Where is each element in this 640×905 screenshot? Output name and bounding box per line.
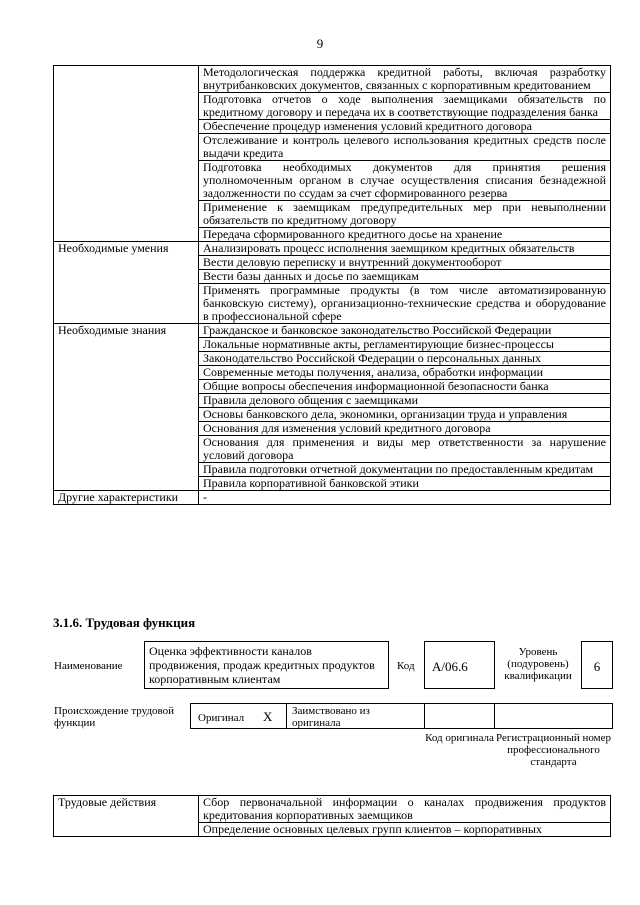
row-item: - (199, 491, 611, 505)
original-label: Оригинал (198, 712, 245, 724)
row-item: Основы банковского дела, экономики, организации труда и управления (199, 408, 611, 422)
level-box (581, 641, 613, 689)
borrowed-box (286, 703, 425, 729)
row-item: Применение к заемщикам предупредительных мер при невыполнении обязательств по кредитному договору (199, 201, 611, 228)
row-item: Современные методы получения, анализа, обработки информации (199, 366, 611, 380)
row-item: Отслеживание и контроль целевого использования кредитных средств после выдачи кредита (199, 134, 611, 161)
original-mark: X (263, 709, 273, 724)
actions-label: Трудовые действия (54, 796, 199, 837)
origin-code-box (424, 703, 495, 729)
row-item: Общие вопросы обеспечения информационной безопасности банка (199, 380, 611, 394)
reg-caption: Регистрационный номер профессионального стандарта (495, 732, 612, 768)
level-label: Уровень (подуровень) квалификации (504, 646, 572, 682)
origin-label: Происхождение трудовой функции (54, 705, 175, 729)
row-item: Правила подготовки отчетной документации по предоставленным кредитам (199, 463, 611, 477)
section-title: 3.1.6. Трудовая функция (53, 615, 196, 630)
action-item: Сбор первоначальной информации о каналах продвижения продуктов кредитования корпоративных заемщиков (199, 796, 611, 823)
table-row (54, 66, 611, 93)
function-name: Оценка эффективности каналов продвижения, продаж кредитных продуктов корпоративным клиентам (149, 644, 375, 686)
level-value: 6 (593, 659, 601, 674)
name-box (144, 641, 389, 689)
row-label: Другие характеристики (54, 491, 199, 505)
row-label: Необходимые умения (54, 242, 199, 324)
row-item: Основания для изменения условий кредитного договора (199, 422, 611, 436)
row-item: Гражданское и банковское законодательство Российской Федерации (199, 324, 611, 338)
row-item: Обеспечение процедур изменения условий кредитного договора (199, 120, 611, 134)
code-label: Код (397, 660, 415, 672)
action-item: Определение основных целевых групп клиентов – корпоративных (199, 823, 611, 837)
row-item: Основания для применения и виды мер ответственности за нарушение условий договора (199, 436, 611, 463)
row-item: Применять программные продукты (в том числе автоматизированную банковскую систему), организационно-технические средства и оборудование в профессиональной сфере (199, 284, 611, 324)
row-item: Правила делового общения с заемщиками (199, 394, 611, 408)
code-box (424, 641, 495, 689)
row-item: Законодательство Российской Федерации о персональных данных (199, 352, 611, 366)
page-number: 9 (316, 36, 324, 51)
original-box (190, 703, 287, 729)
code-caption: Код оригинала (425, 732, 494, 744)
row-item: Вести базы данных и досье по заемщикам (199, 270, 611, 284)
name-label: Наименование (54, 660, 123, 672)
row-item: Локальные нормативные акты, регламентирующие бизнес-процессы (199, 338, 611, 352)
row-item: Подготовка необходимых документов для принятия решения уполномоченным органом в случае осуществления списания безнадежной задолженности по ссудам за счет сформированного резерва (199, 161, 611, 201)
origin-reg-box (494, 703, 613, 729)
row-item: Передача сформированного кредитного досье на хранение (199, 228, 611, 242)
row-item: Вести деловую переписку и внутренний документооборот (199, 256, 611, 270)
table-row (54, 324, 611, 338)
borrowed-label: Заимствовано из оригинала (292, 705, 370, 729)
competency-table (53, 65, 611, 505)
table-row (54, 242, 611, 256)
row-item: Методологическая поддержка кредитной работы, включая разработку внутрибанковских документов, связанных с корпоративным кредитованием (199, 66, 611, 93)
labor-actions-table (53, 795, 611, 837)
table-row (54, 491, 611, 505)
row-item: Анализировать процесс исполнения заемщиком кредитных обязательств (199, 242, 611, 256)
row-label: Необходимые знания (54, 324, 199, 491)
row-item: Правила корпоративной банковской этики (199, 477, 611, 491)
function-code: A/06.6 (432, 659, 468, 674)
row-item: Подготовка отчетов о ходе выполнения заемщиками обязательств по кредитному договору и передача их в соответствующие подразделения банка (199, 93, 611, 120)
row-label (54, 66, 199, 242)
